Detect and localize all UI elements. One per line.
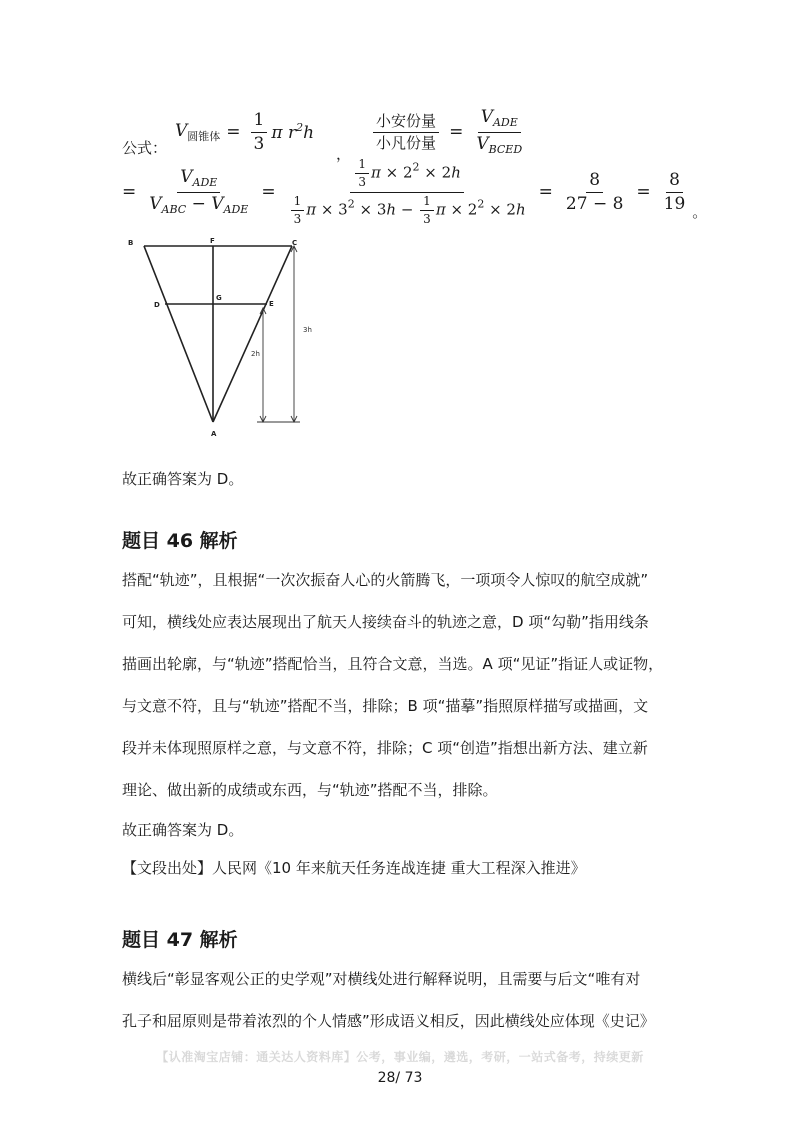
section-47-line: 横线后“彰显客观公正的史学观”对横线处进行解释说明，且需要与后文“唯有对	[122, 970, 641, 988]
result-fraction-1	[563, 171, 627, 213]
result-numerator-2: 8	[666, 171, 683, 193]
line-ba	[144, 246, 213, 422]
section-47-line: 孔子和屈原则是带着浓烈的个人情感”形成语义相反，因此横线处应体现《史记》	[122, 1012, 655, 1030]
portion-numerator: 小安份量	[373, 113, 439, 133]
volume-expression-fraction: $\frac{1}{3}$ $\pi \times 2^2 \times 2h$ $\frac{1}{3}$ $\pi \times 3^2 \times 3h$ − $\frac{1}{3}$ $\pi \times 2^2 \times 2h$	[286, 158, 529, 226]
result-fraction-2	[661, 171, 689, 213]
volume-cone-symbol: $V_{圆锥体}$	[175, 120, 221, 143]
vade-ratio-fraction: $\frac{V_{ADE}}{V_{ABC} - V_{ADE}}$	[149, 167, 249, 216]
answer-line-45: 故正确答案为 D。	[122, 470, 244, 488]
result-numerator-1: 8	[586, 171, 603, 193]
label-b: B	[128, 239, 134, 247]
cone-subscript: 圆锥体	[187, 129, 221, 143]
section-46-line: 段并未体现照原样之意，与文意不符，排除；C 项“创造”指想出新方法、建立新	[122, 739, 648, 757]
label-f: F	[210, 237, 215, 245]
page-number: 28/ 73	[377, 1070, 423, 1086]
section-46-line: 理论、做出新的成绩或东西，与“轨迹”搭配不当，排除。	[122, 781, 498, 799]
section-46-line: 可知，横线处应表达展现出了航天人接续奋斗的轨迹之意，D 项“勾勒”指用线条	[122, 613, 649, 631]
result-denominator-1: 27 − 8	[565, 193, 624, 214]
section-46-line: 与文意不符，且与“轨迹”搭配不当，排除；B 项“描摹”指照原样描写或描画，文	[122, 697, 649, 715]
label-2h: 2h	[251, 350, 260, 358]
line-ca	[213, 246, 292, 422]
formula-period: 。	[692, 203, 708, 221]
portion-denominator: 小凡份量	[376, 133, 437, 152]
label-g: G	[216, 294, 222, 302]
section-46-source: 【文段出处】人民网《10 年来航天任务连战连捷 重大工程深入推进》	[122, 859, 586, 877]
formula-comma: ，	[336, 145, 352, 163]
label-a: A	[211, 430, 217, 438]
portion-ratio-fraction	[373, 113, 439, 151]
result-denominator-2: 19	[663, 193, 686, 214]
section-46-line: 描画出轮廓，与“轨迹”搭配恰当，且符合文意，当选。A 项“见证”指证人或证物，	[122, 655, 664, 673]
formula-line-2: = $\frac{V_{ADE}}{V_{ABC} - V_{ADE}}$ = $\frac{1}{3}$ $\pi \times 2^2 \times 2h$ $\frac{1}{3}$ $\pi \times 3^2 \times 3h$ − $\frac{1}{3}$ $\pi \times 2^2 \times 2h$ = $\frac{8}{27 - 8}$ = $\frac{8}{19}$ 。	[122, 157, 708, 226]
label-3h: 3h	[303, 326, 312, 334]
vade-over-vbced: $\frac{V_{ADE}}{V_{BCED}}$	[476, 107, 523, 156]
label-e: E	[269, 300, 274, 308]
section-47-title: 题目 47 解析	[122, 929, 238, 951]
formula-line-1: 公式： $V_{圆锥体}$ = $\frac{1}{3}$ π $r^2h$ ， $\frac{\text{小安份量}}{\text{小凡份量}}$ = $\frac{V_{ADE}}{V_{BCED}}$	[122, 100, 529, 164]
section-46-title: 题目 46 解析	[122, 530, 238, 552]
section-46-body	[122, 559, 692, 887]
one-third-fraction: $\frac{1}{3}$	[251, 111, 268, 153]
label-d: D	[154, 301, 160, 309]
section-46-line: 搭配“轨迹”，且根据“一次次振奋人心的火箭腾飞，一项项令人惊叹的航空成就”	[122, 571, 649, 589]
label-c: C	[292, 239, 298, 247]
section-47-body	[122, 958, 692, 1042]
cone-diagram	[120, 236, 330, 442]
footer-watermark-note: 【认准淘宝店铺：通关达人资料库】公考，事业编，遴选，考研，一站式备考，持续更新	[156, 1050, 644, 1064]
formula-label: 公式：	[122, 139, 168, 157]
section-46-answer: 故正确答案为 D。	[122, 821, 244, 839]
